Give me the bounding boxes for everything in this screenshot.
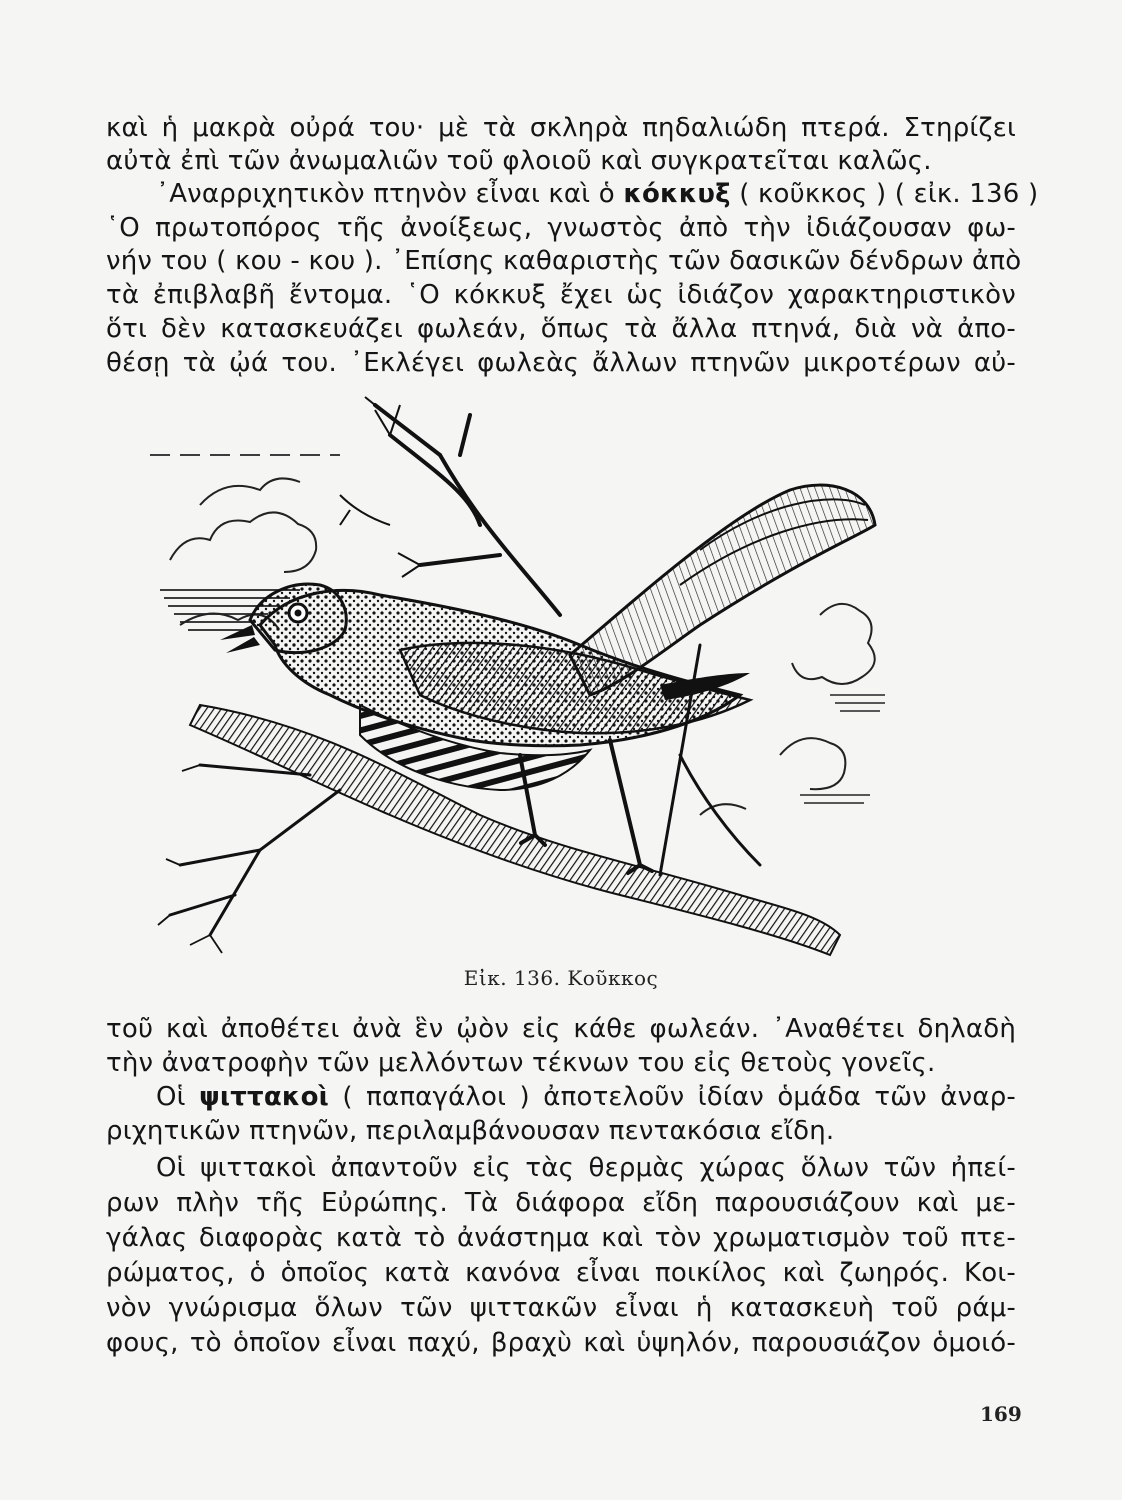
text-segment: ᾿Αναρριχητικὸν πτηνὸν εἶναι καὶ ὁ (156, 179, 615, 209)
text-line: ῾Ο πρωτοπόρος τῆς ἀνοίξεως, γνωστὸς ἀπὸ τὴν ἰδιάζουσαν φω- (106, 213, 1016, 243)
text-segment: ( παπαγάλοι ) ἀποτελοῦν ἰδίαν ὁμάδα τῶν ἀναρ- (342, 1082, 1016, 1112)
text-line: τοῦ καὶ ἀποθέτει ἀνὰ ἓν ᾠὸν εἰς κάθε φωλεάν. ᾿Αναθέτει δηλαδὴ (106, 1014, 1016, 1044)
text-line: ρων πλὴν τῆς Εὐρώπης. Τὰ διάφορα εἴδη παρουσιάζουν καὶ με- (106, 1188, 1016, 1218)
text-line: τὴν ἀνατροφὴν τῶν μελλόντων τέκνων του εἰς θετοὺς γονεῖς. (106, 1048, 936, 1078)
text-line: καὶ ἡ μακρὰ οὐρά του· μὲ τὰ σκληρὰ πηδαλιώδη πτερά. Στηρίζει (106, 113, 1016, 143)
text-line: τὰ ἐπιβλαβῆ ἔντομα. ῾Ο κόκκυξ ἔχει ὡς ἰδιάζον χαρακτηριστικὸν (106, 280, 1016, 310)
text-line: θέσῃ τὰ ᾠά του. ᾿Εκλέγει φωλεὰς ἄλλων πτηνῶν μικροτέρων αὐ- (106, 348, 1016, 378)
text-line (156, 1081, 1016, 1113)
cuckoo-illustration (140, 395, 900, 965)
text-segment: Οἱ (156, 1082, 186, 1112)
text-line: Οἱ ψιττακοὶ ἀπαντοῦν εἰς τὰς θερμὰς χώρας ὅλων τῶν ἠπεί- (156, 1153, 1016, 1183)
text-segment: ( κοῦκκος ) ( εἰκ. 136 ) (739, 179, 1039, 209)
text-line: ριχητικῶν πτηνῶν, περιλαμβάνουσαν πεντακόσια εἴδη. (106, 1116, 835, 1146)
page-number: 169 (980, 1402, 1022, 1426)
text-line: φους, τὸ ὁποῖον εἶναι παχύ, βραχὺ καὶ ὑψηλόν, παρουσιάζον ὁμοιό- (106, 1328, 1016, 1358)
text-line: ρώματος, ὁ ὁποῖος κατὰ κανόνα εἶναι ποικίλος καὶ ζωηρός. Κοι- (106, 1258, 1016, 1288)
text-line (156, 178, 1039, 210)
term-parrots: ψιττακοὶ (199, 1082, 329, 1112)
text-line: ὅτι δὲν κατασκευάζει φωλεάν, ὅπως τὰ ἄλλα πτηνά, διὰ νὰ ἀπο- (106, 314, 1016, 344)
figure-caption: Εἰκ. 136. Κοῦκκος (463, 966, 659, 990)
term-cuckoo: κόκκυξ (623, 179, 731, 209)
text-line: νὸν γνώρισμα ὅλων τῶν ψιττακῶν εἶναι ἡ κατασκευὴ τοῦ ράμ- (106, 1293, 1016, 1323)
text-line: αὐτὰ ἐπὶ τῶν ἀνωμαλιῶν τοῦ φλοιοῦ καὶ συγκρατεῖται καλῶς. (106, 146, 932, 176)
text-line: γάλας διαφορὰς κατὰ τὸ ἀνάστημα καὶ τὸν χρωματισμὸν τοῦ πτε- (106, 1223, 1016, 1253)
text-line: νήν του ( κου - κου ). ᾿Επίσης καθαριστὴς τῶν δασικῶν δένδρων ἀπὸ (106, 246, 1022, 276)
